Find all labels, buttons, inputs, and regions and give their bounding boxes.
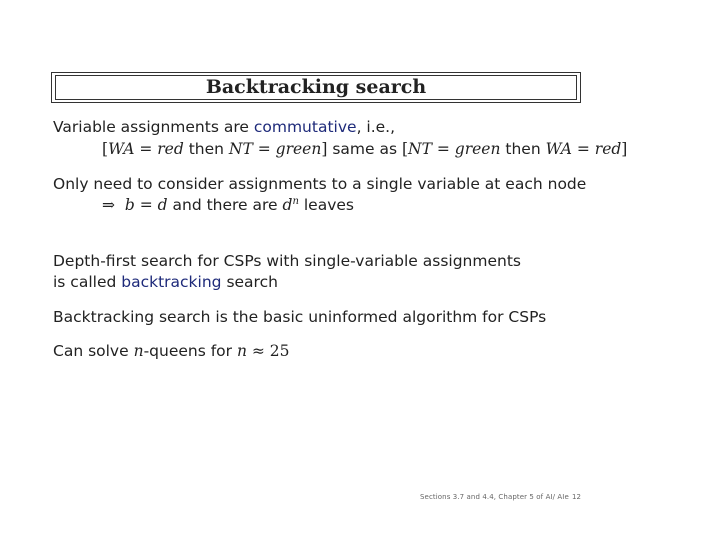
queens-for: -queens for (143, 342, 237, 360)
value-green: green (275, 140, 322, 158)
value-red: red (157, 140, 184, 158)
equals: = (134, 140, 158, 158)
bracket-open: [ (102, 140, 109, 158)
bracket-close: ] (621, 140, 628, 158)
same-as-word: same as (327, 140, 402, 158)
exponent-n: n (292, 196, 299, 207)
backtracking-keyword: backtracking (121, 273, 222, 291)
var-n: n (236, 342, 247, 360)
commutative-statement (53, 118, 395, 136)
equals: = (252, 140, 276, 158)
search-word: search (221, 273, 278, 291)
commutative-lead: Variable assignments are (53, 118, 249, 136)
var-wa: WA (545, 140, 572, 158)
and-there-are: and there are (167, 196, 283, 215)
slide-title: Backtracking search (205, 76, 427, 98)
dfs-statement-line2 (53, 273, 278, 291)
commutative-keyword: commutative (253, 118, 357, 136)
leaves-word: leaves (298, 196, 354, 215)
var-d: d (282, 196, 293, 215)
var-nt: NT (408, 140, 432, 158)
equals: = (571, 140, 595, 158)
var-b: b (124, 196, 135, 215)
var-nt: NT (228, 140, 253, 158)
var-d: d (157, 196, 168, 215)
equals: = (134, 196, 158, 215)
value-green: green (454, 140, 501, 158)
then-word: then (183, 140, 229, 158)
slide-title-box (51, 72, 581, 103)
value-red: red (594, 140, 622, 158)
then-word: then (500, 140, 546, 158)
basic-algorithm-statement: Backtracking search is the basic uninformed algorithm for CSPs (53, 308, 547, 326)
value-25: 25 (269, 342, 290, 360)
single-variable-statement: Only need to consider assignments to a single variable at each node (53, 175, 587, 193)
n-queens-statement (53, 342, 290, 360)
implies-icon: ⇒ (102, 196, 115, 215)
bracket-close: ] (321, 140, 328, 158)
dfs-statement-line1: Depth-first search for CSPs with single-variable assignments (53, 252, 521, 270)
bracket-open: [ (401, 140, 409, 158)
var-n: n (133, 342, 144, 360)
page-number: 12 (572, 493, 581, 501)
is-called: is called (53, 273, 122, 291)
approx-icon: ≈ (246, 342, 270, 360)
var-wa: WA (108, 140, 135, 158)
can-solve: Can solve (53, 342, 134, 360)
footer-citation: Sections 3.7 and 4.4, Chapter 5 of AI/ AIe (420, 493, 569, 501)
equals: = (431, 140, 455, 158)
branching-statement (102, 196, 354, 214)
commutative-tail: , i.e., (356, 118, 396, 136)
commutative-example (102, 140, 627, 158)
